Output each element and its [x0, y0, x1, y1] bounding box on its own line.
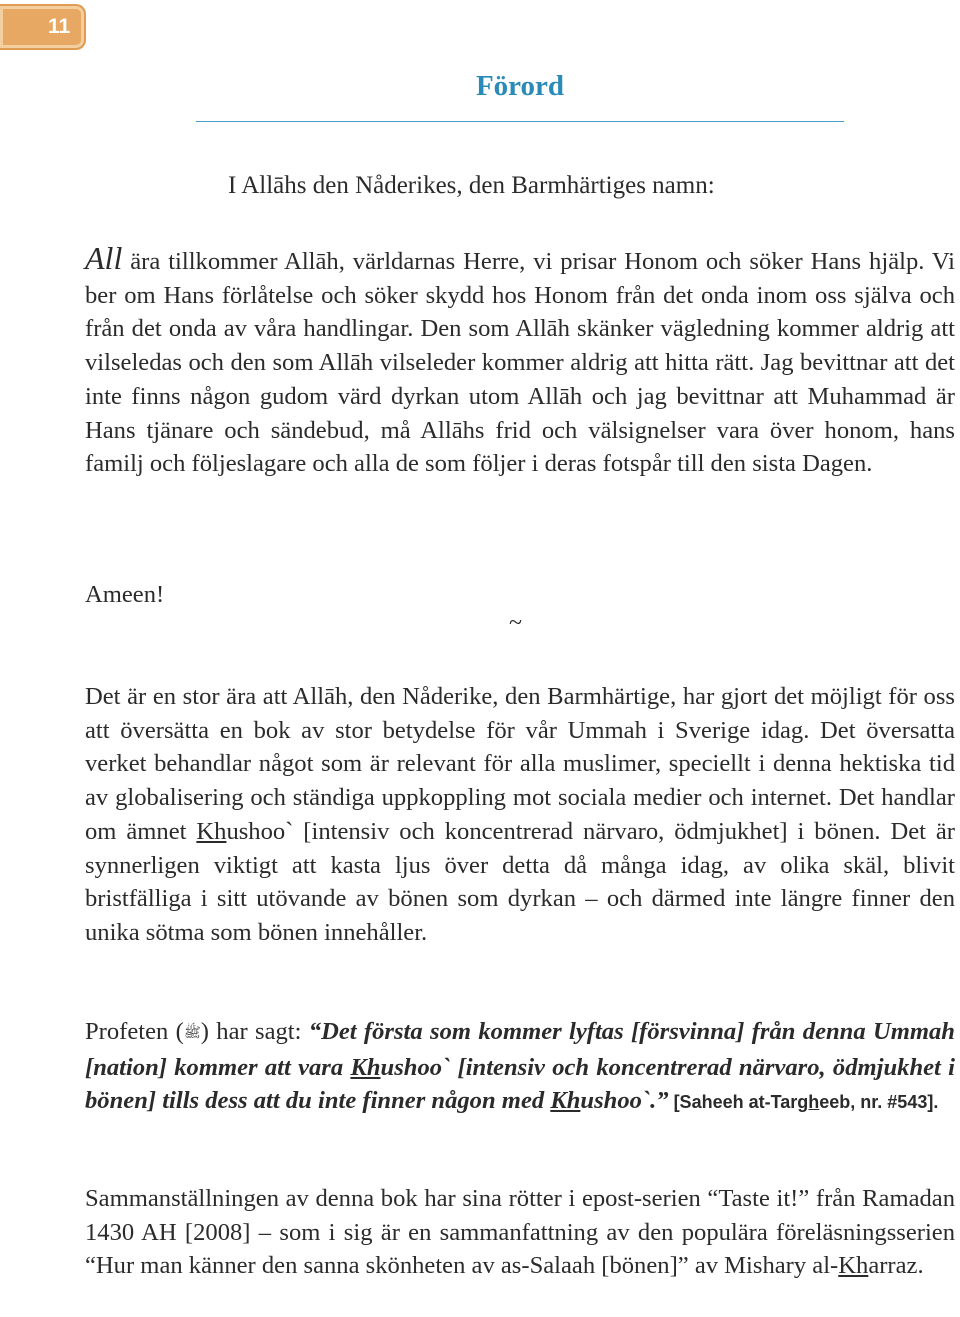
transliteration-kh-author: Kh — [838, 1252, 869, 1280]
paragraph-origin-text-1: Sammanställningen av denna bok har sina rötter i epost-serien “Taste it!” från Ramadan 1430 AH [2008] – som i sig är en sammanfattning av den populära föreläsningsserien “Hur man känner den sanna skönheten av as-Salaah [bönen]” av Mishary al- — [85, 1185, 955, 1280]
paragraph-hadith — [85, 1015, 955, 1120]
hadith-quote-3: ushoo`.” — [580, 1087, 669, 1115]
hadith-reference-1: [Saheeh at-Tar — [668, 1092, 798, 1113]
dropcap: All — [85, 240, 123, 276]
page-title: Förord — [475, 70, 565, 102]
salutation-glyph: ﷺ — [183, 1026, 201, 1041]
paragraph-introduction-text-2: ushoo` [intensiv och koncentrerad närvaro, ödmjukhet] i bönen. Det är synnerligen viktigt att kasta ljus över detta då många idag, av olika skäl, blivit bristfälliga i sitt utövande av bönen som dyrkan – och därmed inte längre finner den unika sötma som bönen innehåller. — [85, 817, 955, 946]
paragraph-origin — [85, 1182, 955, 1283]
hadith-intro-end: ) har sagt: — [200, 1018, 309, 1045]
page-number-badge — [0, 4, 86, 50]
ameen-line: Ameen! — [85, 581, 165, 608]
hadith-quote-kh-2: Kh — [550, 1087, 581, 1115]
page-number: 11 — [48, 15, 71, 38]
title-divider — [196, 121, 844, 122]
hadith-quote-1: “Det första som kommer lyftas [försvinna] från denna Ummah [nation] kommer att vara — [85, 1018, 955, 1081]
paragraph-opening — [85, 242, 955, 481]
hadith-intro: Profeten ( — [85, 1018, 184, 1045]
paragraph-opening-text: ära tillkommer Allāh, världarnas Herre, vi prisar Honom och söker Hans hjälp. Vi ber om Hans förlåtelse och söker skydd hos Honom från det onda inom oss själva och från det onda av våra handlingar. Den som Allāh skänker vägledning kommer aldrig att vilseledas och den som Allāh vilseleder kommer aldrig att hitta rätt. Jag bevittnar att det inte finns någon gudom värd dyrkan utom Allāh och jag bevittnar att Muhammad är Hans tjänare och sändebud, må Allāhs frid och välsignelser vara över honom, hans familj och följeslagare och alla de som följer i deras fotspår till den sista Dagen. — [85, 248, 955, 478]
hadith-quote-kh-1: Kh — [350, 1053, 381, 1081]
paragraph-origin-text-2: arraz. — [868, 1252, 924, 1280]
section-separator: ~ — [509, 610, 522, 636]
hadith-reference-gh: gh — [797, 1092, 820, 1113]
transliteration-kh: Kh — [196, 817, 227, 845]
invocation-line: I Allāhs den Nåderikes, den Barmhärtiges namn: — [228, 172, 715, 199]
paragraph-introduction-text-1: Det är en stor ära att Allāh, den Nåderike, den Barmhärtige, har gjort det möjligt för oss att översätta en bok av stor betydelse för vår Ummah i Sverige idag. Det översatta verket behandlar något som är relevant för alla muslimer, speciellt i denna hektiska tid av globalisering och ständiga uppkoppling mot sociala medier och internet. Det handlar om ämnet — [85, 683, 955, 845]
hadith-quote-2: ushoo` [intensiv och koncentrerad närvaro, ödmjukhet i bönen] tills dess att du inte finner någon med — [85, 1053, 955, 1115]
hadith-reference-2: eeb, nr. #543]. — [819, 1092, 939, 1113]
paragraph-introduction — [85, 680, 955, 950]
